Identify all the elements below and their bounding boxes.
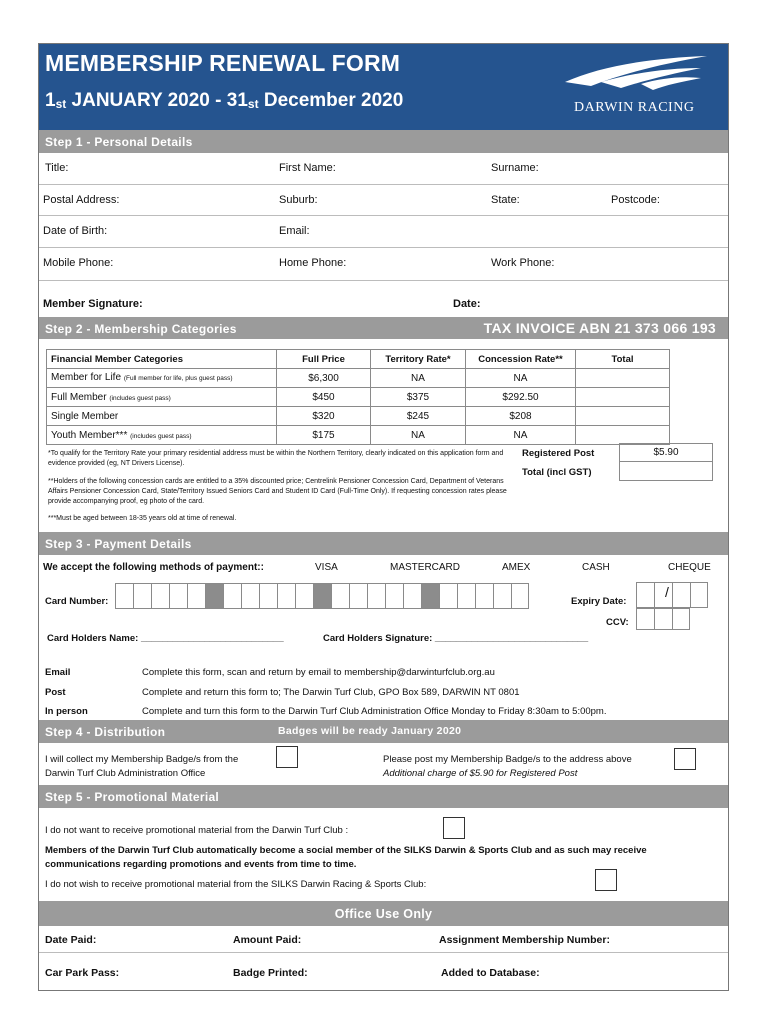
- expiry-slash: /: [665, 584, 669, 600]
- darwin-racing-logo-icon: [561, 52, 711, 96]
- method-cheque[interactable]: CHEQUE: [668, 562, 711, 573]
- card-number-label: Card Number:: [45, 596, 109, 607]
- col-header-total: Total: [576, 350, 670, 369]
- membership-period: 1st JANUARY 2020 - 31st December 2020: [45, 90, 404, 111]
- step2-title: Step 2 - Membership Categories: [45, 322, 237, 336]
- card-holders-signature-field[interactable]: Card Holders Signature: _____________________________: [323, 633, 589, 644]
- total-gst-label: Total (incl GST): [522, 467, 592, 478]
- payment-methods-label: We accept the following methods of payment::: [43, 562, 264, 573]
- state-field[interactable]: State:: [491, 194, 520, 206]
- first-name-field[interactable]: First Name:: [279, 162, 336, 174]
- row-signature: [39, 281, 728, 315]
- total-cell[interactable]: [576, 388, 670, 407]
- collect-badge-text-2: Darwin Turf Club Administration Office: [45, 768, 206, 779]
- col-header-territory-rate: Territory Rate*: [371, 350, 466, 369]
- tax-invoice-abn: TAX INVOICE ABN 21 373 066 193: [483, 320, 716, 336]
- office-row-2: [39, 953, 728, 990]
- title-field[interactable]: Title:: [45, 162, 69, 174]
- card-number-input[interactable]: [115, 583, 529, 609]
- price-cell: $450: [277, 388, 371, 407]
- in-person-method-text: Complete and turn this form to the Darwin Turf Club Administration Office Monday to Friday 8:30am to 5:00pm.: [142, 706, 607, 717]
- office-use-header: Office Use Only: [39, 901, 728, 926]
- suburb-field[interactable]: Suburb:: [279, 194, 318, 206]
- email-field[interactable]: Email:: [279, 225, 310, 237]
- dtc-promo-optout-text: I do not want to receive promotional material from the Darwin Turf Club :: [45, 825, 349, 836]
- category-member-for-life[interactable]: Member for Life (Full member for life, plus guest pass): [47, 369, 277, 388]
- price-cell: $320: [277, 407, 371, 426]
- price-cell: NA: [371, 426, 466, 445]
- silks-promo-optout-checkbox[interactable]: [595, 869, 617, 891]
- added-to-database-field[interactable]: Added to Database:: [441, 967, 540, 979]
- car-park-pass-field[interactable]: Car Park Pass:: [45, 967, 120, 979]
- table-row: [47, 369, 670, 388]
- step4-header: [39, 720, 728, 743]
- signature-date-field[interactable]: Date:: [453, 298, 481, 310]
- category-full-member[interactable]: Full Member (includes guest pass): [47, 388, 277, 407]
- dtc-promo-optout-checkbox[interactable]: [443, 817, 465, 839]
- mobile-phone-field[interactable]: Mobile Phone:: [43, 257, 114, 269]
- logo-text: DARWIN RACING: [574, 100, 695, 115]
- badges-ready-note: Badges will be ready January 2020: [278, 725, 462, 737]
- table-header-row: [47, 350, 670, 369]
- col-header-category: Financial Member Categories: [47, 350, 277, 369]
- total-incl-gst-field[interactable]: [619, 462, 713, 481]
- card-holders-name-field[interactable]: Card Holders Name: ___________________________: [47, 633, 284, 644]
- membership-form: [38, 43, 729, 991]
- assignment-number-field[interactable]: Assignment Membership Number:: [439, 934, 610, 946]
- member-signature-field[interactable]: Member Signature:: [43, 298, 143, 310]
- total-cell[interactable]: [576, 369, 670, 388]
- silks-membership-note-2: communications regarding promotions and events from time to time.: [45, 859, 357, 870]
- ccv-label: CCV:: [606, 617, 629, 628]
- post-method-label: Post: [45, 687, 66, 698]
- table-row: [47, 426, 670, 445]
- category-youth-member[interactable]: Youth Member*** (includes guest pass): [47, 426, 277, 445]
- registered-post-label: Registered Post: [522, 448, 595, 459]
- amount-paid-field[interactable]: Amount Paid:: [233, 934, 302, 946]
- step4-title: Step 4 - Distribution: [45, 725, 166, 739]
- surname-field[interactable]: Surname:: [491, 162, 539, 174]
- row-name: [39, 153, 728, 185]
- office-row-1: [39, 926, 728, 953]
- territory-rate-note: *To qualify for the Territory Rate your primary residential address must be within the Northern Territory, clearly indicated on this application form and evidence provided (eg, NT Drivers License).: [48, 450, 504, 467]
- method-visa[interactable]: VISA: [315, 562, 338, 573]
- category-single-member[interactable]: Single Member: [47, 407, 277, 426]
- price-cell: NA: [371, 369, 466, 388]
- step1-header: Step 1 - Personal Details: [39, 130, 728, 153]
- method-mastercard[interactable]: MASTERCARD: [390, 562, 461, 573]
- total-cell[interactable]: [576, 426, 670, 445]
- post-badge-text-1: Please post my Membership Badge/s to the address above: [383, 754, 632, 765]
- dob-field[interactable]: Date of Birth:: [43, 225, 108, 237]
- work-phone-field[interactable]: Work Phone:: [491, 257, 555, 269]
- email-method-text: Complete this form, scan and return by email to membership@darwinturfclub.org.au: [142, 667, 495, 678]
- silks-membership-note-1: Members of the Darwin Turf Club automatically become a social member of the SILKS Darwin & Sports Club and as such may receive: [45, 845, 647, 856]
- row-address: [39, 185, 728, 216]
- concession-note: **Holders of the following concession cards are entitled to a 35% discounted price; Centrelink Pensioner Concession Card, Department of Veterans Affairs Pensioner Concession Card, State/Territory Issued Seniors Card and Student ID Card (Full-Time Only). If requesting concession rates please provide accompanying proof, eg photo of the card.: [48, 478, 507, 505]
- email-method-label: Email: [45, 667, 71, 678]
- silks-promo-optout-text: I do not wish to receive promotional material from the SILKS Darwin Racing & Sports Club:: [45, 879, 427, 890]
- price-cell: $245: [371, 407, 466, 426]
- price-cell: $208: [466, 407, 576, 426]
- membership-categories-table: [46, 349, 670, 445]
- post-badge-checkbox[interactable]: [674, 748, 696, 770]
- price-cell: $375: [371, 388, 466, 407]
- col-header-full-price: Full Price: [277, 350, 371, 369]
- method-amex[interactable]: AMEX: [502, 562, 531, 573]
- form-title: MEMBERSHIP RENEWAL FORM: [45, 50, 401, 76]
- row-phones: [39, 248, 728, 281]
- step5-header: Step 5 - Promotional Material: [39, 785, 728, 808]
- date-paid-field[interactable]: Date Paid:: [45, 934, 97, 946]
- row-dob: [39, 216, 728, 248]
- expiry-date-input[interactable]: [636, 582, 708, 608]
- badge-printed-field[interactable]: Badge Printed:: [233, 967, 308, 979]
- method-cash[interactable]: CASH: [582, 562, 610, 573]
- collect-badge-text-1: I will collect my Membership Badge/s from the: [45, 754, 239, 765]
- collect-badge-checkbox[interactable]: [276, 746, 298, 768]
- ccv-input[interactable]: [636, 608, 690, 630]
- registered-post-value: $5.90: [619, 443, 713, 462]
- post-badge-text-2: Additional charge of $5.90 for Registered Post: [383, 768, 578, 779]
- price-cell: NA: [466, 426, 576, 445]
- price-cell: NA: [466, 369, 576, 388]
- youth-age-note: ***Must be aged between 18-35 years old at time of renewal.: [48, 515, 237, 522]
- price-cell: $175: [277, 426, 371, 445]
- postal-address-field[interactable]: Postal Address:: [43, 194, 120, 206]
- in-person-method-label: In person: [45, 706, 88, 717]
- col-header-concession-rate: Concession Rate**: [466, 350, 576, 369]
- post-method-text: Complete and return this form to; The Darwin Turf Club, GPO Box 589, DARWIN NT 0801: [142, 687, 520, 698]
- step2-header: [39, 317, 728, 339]
- price-cell: $6,300: [277, 369, 371, 388]
- total-cell[interactable]: [576, 407, 670, 426]
- price-cell: $292.50: [466, 388, 576, 407]
- home-phone-field[interactable]: Home Phone:: [279, 257, 347, 269]
- form-header: [39, 44, 728, 130]
- table-row: [47, 388, 670, 407]
- postcode-field[interactable]: Postcode:: [611, 194, 660, 206]
- step3-header: Step 3 - Payment Details: [39, 532, 728, 555]
- expiry-date-label: Expiry Date:: [571, 596, 627, 607]
- table-row: [47, 407, 670, 426]
